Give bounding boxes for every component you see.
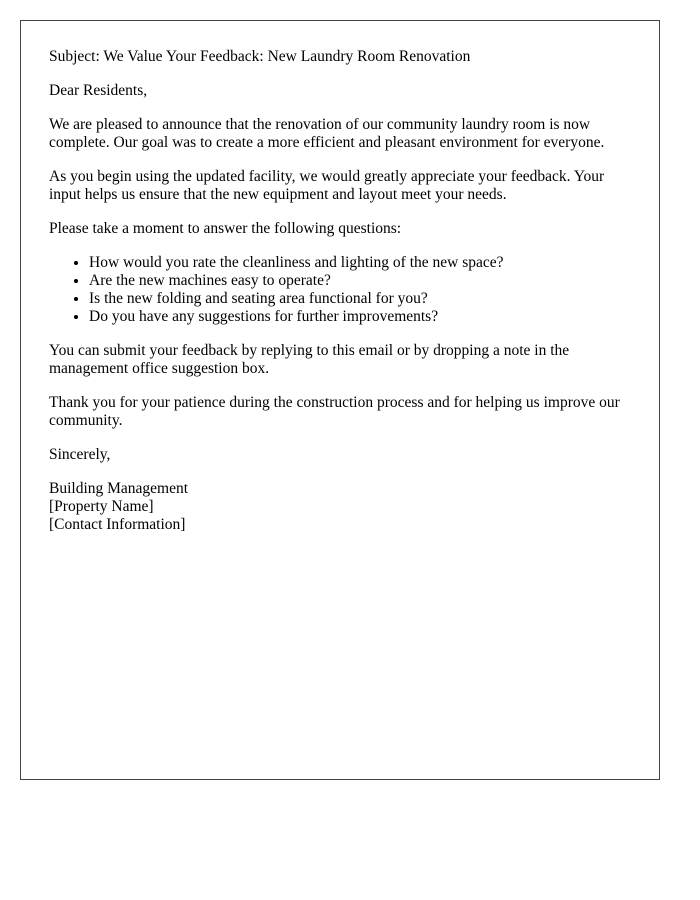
intro-paragraph: We are pleased to announce that the renovation of our community laundry room is now complete. Our goal was to create a more efficient and pleasant environment for everyone. bbox=[49, 116, 605, 151]
thanks-paragraph: Thank you for your patience during the construction process and for helping us improve our community. bbox=[49, 394, 620, 429]
greeting: Dear Residents, bbox=[49, 82, 148, 99]
list-item: • Are the new machines easy to operate? bbox=[89, 272, 631, 290]
list-item: • Do you have any suggestions for further improvements? bbox=[89, 308, 631, 326]
subject-line: Subject: We Value Your Feedback: New Laundry Room Renovation bbox=[49, 48, 471, 65]
feedback-request-paragraph: As you begin using the updated facility, we would greatly appreciate your feedback. Your input helps us ensure that the new equipment and layout meet your needs. bbox=[49, 168, 605, 203]
submission-paragraph: You can submit your feedback by replying to this email or by dropping a note in the management office suggestion box. bbox=[49, 342, 570, 377]
sender-name: Building Management bbox=[49, 480, 189, 497]
questions-list bbox=[49, 254, 631, 326]
list-item: • How would you rate the cleanliness and lighting of the new space? bbox=[89, 254, 631, 272]
list-item: • Is the new folding and seating area functional for you? bbox=[89, 290, 631, 308]
letter-container bbox=[20, 20, 660, 780]
property-name: [Property Name] bbox=[49, 498, 154, 515]
contact-information: [Contact Information] bbox=[49, 516, 186, 533]
questions-intro: Please take a moment to answer the following questions: bbox=[49, 220, 402, 237]
signature-block bbox=[49, 480, 631, 534]
closing: Sincerely, bbox=[49, 446, 111, 463]
